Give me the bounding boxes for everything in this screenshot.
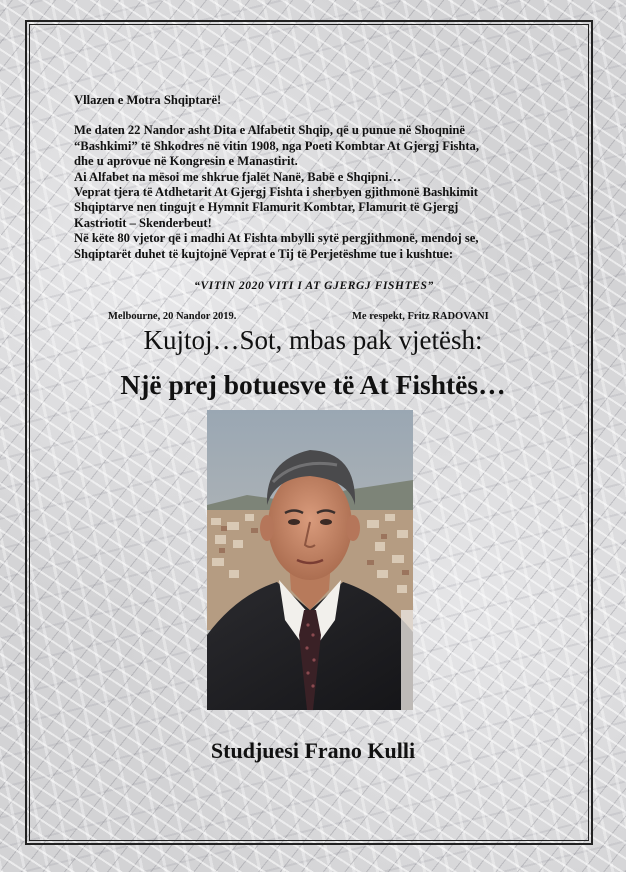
letter-line: Ai Alfabet na mësoi me shkrue fjalët Nanë, Babë e Shqipni…: [74, 169, 402, 184]
letter-place-date: Melbourne, 20 Nandor 2019.: [108, 311, 237, 322]
letter-signature: Me respekt, Fritz RADOVANI: [352, 311, 489, 322]
portrait-photo-image: [207, 410, 413, 710]
letter-line: Me daten 22 Nandor asht Dita e Alfabetit Shqip, që u punue në Shoqninë: [74, 123, 465, 138]
letter-greeting: Vllazen e Motra Shqiptarë!: [74, 93, 222, 107]
photo-caption: Studjuesi Frano Kulli: [210, 738, 416, 763]
letter-line: dhe u aprovue në Kongresin e Manastirit.: [74, 154, 298, 169]
heading-remembrance: Kujtoj…Sot, mbas pak vjetësh:: [143, 325, 483, 355]
letter-line: Veprat tjera të Atdhetarit At Gjergj Fishta i sherbyen gjithmonë Bashkimit: [74, 185, 478, 200]
heading-publisher: Një prej botuesve të At Fishtës…: [120, 369, 506, 400]
letter-line: Kastriotit – Skenderbeut!: [74, 215, 212, 230]
portrait-photo: [207, 410, 413, 710]
letter-line: Në këte 80 vjetor që i madhi At Fishta mbylli sytë pergjithmonë, mendoj se,: [74, 231, 479, 246]
letter-line: Shqiptarët duhet të kujtojnë Veprat e Tij të Perjetëshme tue i kushtue:: [74, 246, 454, 261]
letter-body: [74, 93, 554, 262]
letter-motto: “VITIN 2020 VITI I AT GJERGJ FISHTES”: [194, 280, 434, 292]
letter-line: Shqiptarve nen tingujt e Hymnit Flamurit Kombtar, Flamurit të Gjergj: [74, 200, 459, 215]
letter-line: “Bashkimi” të Shkodres në vitin 1908, nga Poeti Kombtar At Gjergj Fishta,: [74, 138, 479, 153]
